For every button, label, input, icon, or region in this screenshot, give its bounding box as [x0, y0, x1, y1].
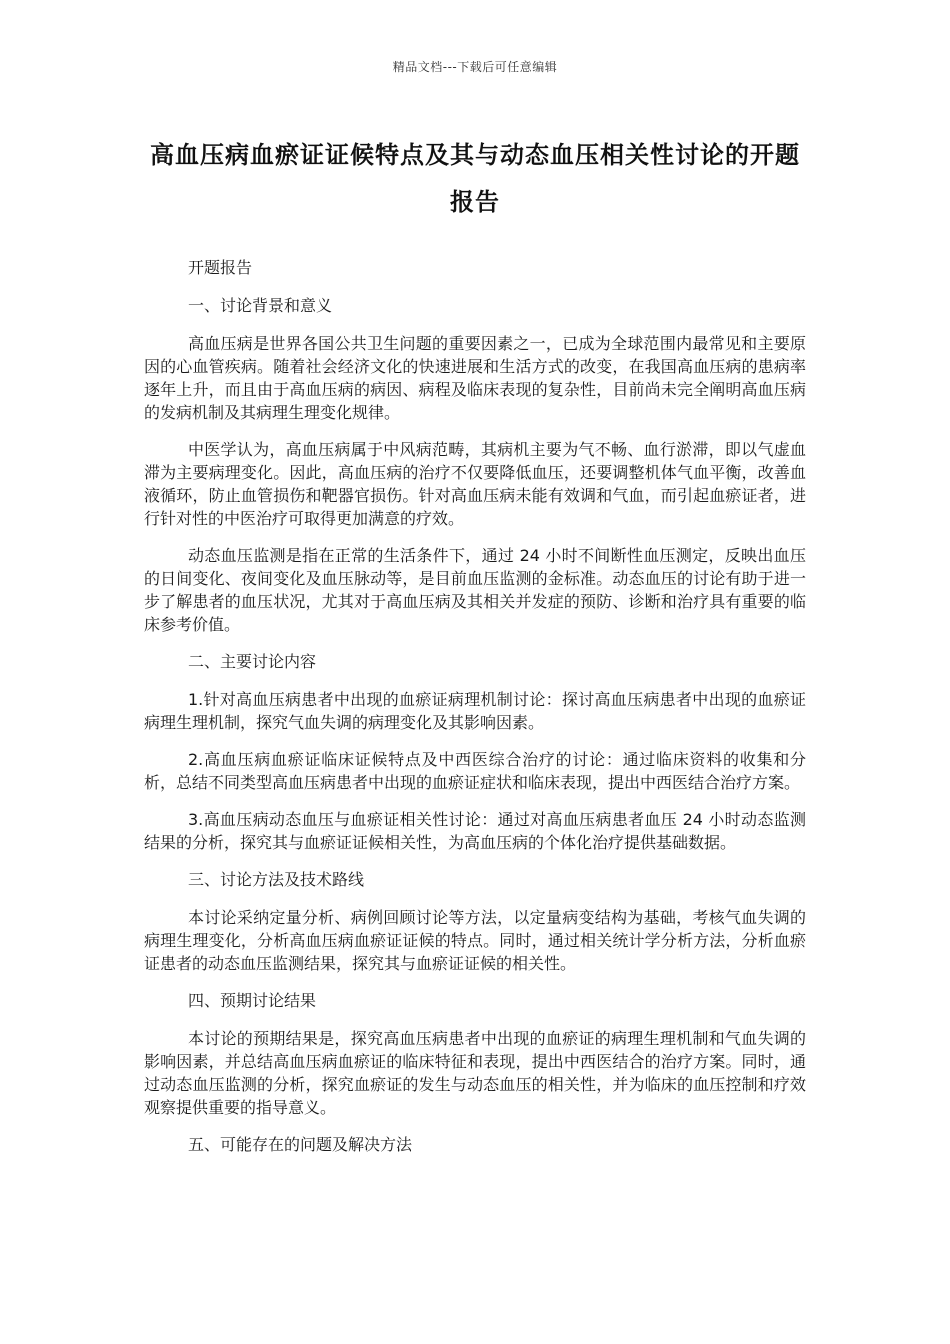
section-heading-3: 三、讨论方法及技术路线	[188, 870, 365, 889]
header-note: 精品文档---下载后可任意编辑	[392, 60, 558, 74]
section-label: 开题报告	[188, 258, 253, 277]
paragraph: 1.针对高血压病患者中出现的血瘀证病理机制讨论：探讨高血压病患者中出现的血瘀证病理生理机制，探究气血失调的病理变化及其影响因素。	[144, 690, 806, 732]
paragraph: 动态血压监测是指在正常的生活条件下，通过 24 小时不间断性血压测定，反映出血压的日间变化、夜间变化及血压脉动等，是目前血压监测的金标准。动态血压的讨论有助于进一步了解患者的血压状况，尤其对于高血压病及其相关并发症的预防、诊断和治疗具有重要的临床参考价值。	[144, 546, 806, 634]
section-heading-2: 二、主要讨论内容	[188, 652, 317, 671]
paragraph: 高血压病是世界各国公共卫生问题的重要因素之一，已成为全球范围内最常见和主要原因的心血管疾病。随着社会经济文化的快速进展和生活方式的改变，在我国高血压病的患病率逐年上升，而且由于高血压病的病因、病程及临床表现的复杂性，目前尚未完全阐明高血压病的发病机制及其病理生理变化规律。	[144, 334, 806, 422]
section-heading-4: 四、预期讨论结果	[188, 991, 317, 1010]
paragraph: 2.高血压病血瘀证临床证候特点及中西医综合治疗的讨论：通过临床资料的收集和分析，总结不同类型高血压病患者中出现的血瘀证症状和临床表现，提出中西医结合治疗方案。	[144, 750, 806, 792]
paragraph: 3.高血压病动态血压与血瘀证相关性讨论：通过对高血压病患者血压 24 小时动态监测结果的分析，探究其与血瘀证证候相关性，为高血压病的个体化治疗提供基础数据。	[144, 810, 806, 852]
section-heading-1: 一、讨论背景和意义	[188, 296, 333, 315]
paragraph: 本讨论的预期结果是，探究高血压病患者中出现的血瘀证的病理生理机制和气血失调的影响因素，并总结高血压病血瘀证的临床特征和表现，提出中西医结合的治疗方案。同时，通过动态血压监测的分析，探究血瘀证的发生与动态血压的相关性，并为临床的血压控制和疗效观察提供重要的指导意义。	[144, 1029, 806, 1117]
document-body	[144, 256, 806, 1171]
section-heading-5: 五、可能存在的问题及解决方法	[188, 1135, 413, 1154]
paragraph: 本讨论采纳定量分析、病例回顾讨论等方法，以定量病变结构为基础，考核气血失调的病理生理变化，分析高血压病血瘀证证候的特点。同时，通过相关统计学分析方法，分析血瘀证患者的动态血压监测结果，探究其与血瘀证证候的相关性。	[144, 908, 806, 973]
paragraph: 中医学认为，高血压病属于中风病范畴，其病机主要为气不畅、血行淤滞，即以气虚血滞为主要病理变化。因此，高血压病的治疗不仅要降低血压，还要调整机体气血平衡，改善血液循环，防止血管损伤和靶器官损伤。针对高血压病未能有效调和气血，而引起血瘀证者，进行针对性的中医治疗可取得更加满意的疗效。	[144, 440, 806, 528]
document-title: 高血压病血瘀证证候特点及其与动态血压相关性讨论的开题报告	[150, 141, 800, 216]
